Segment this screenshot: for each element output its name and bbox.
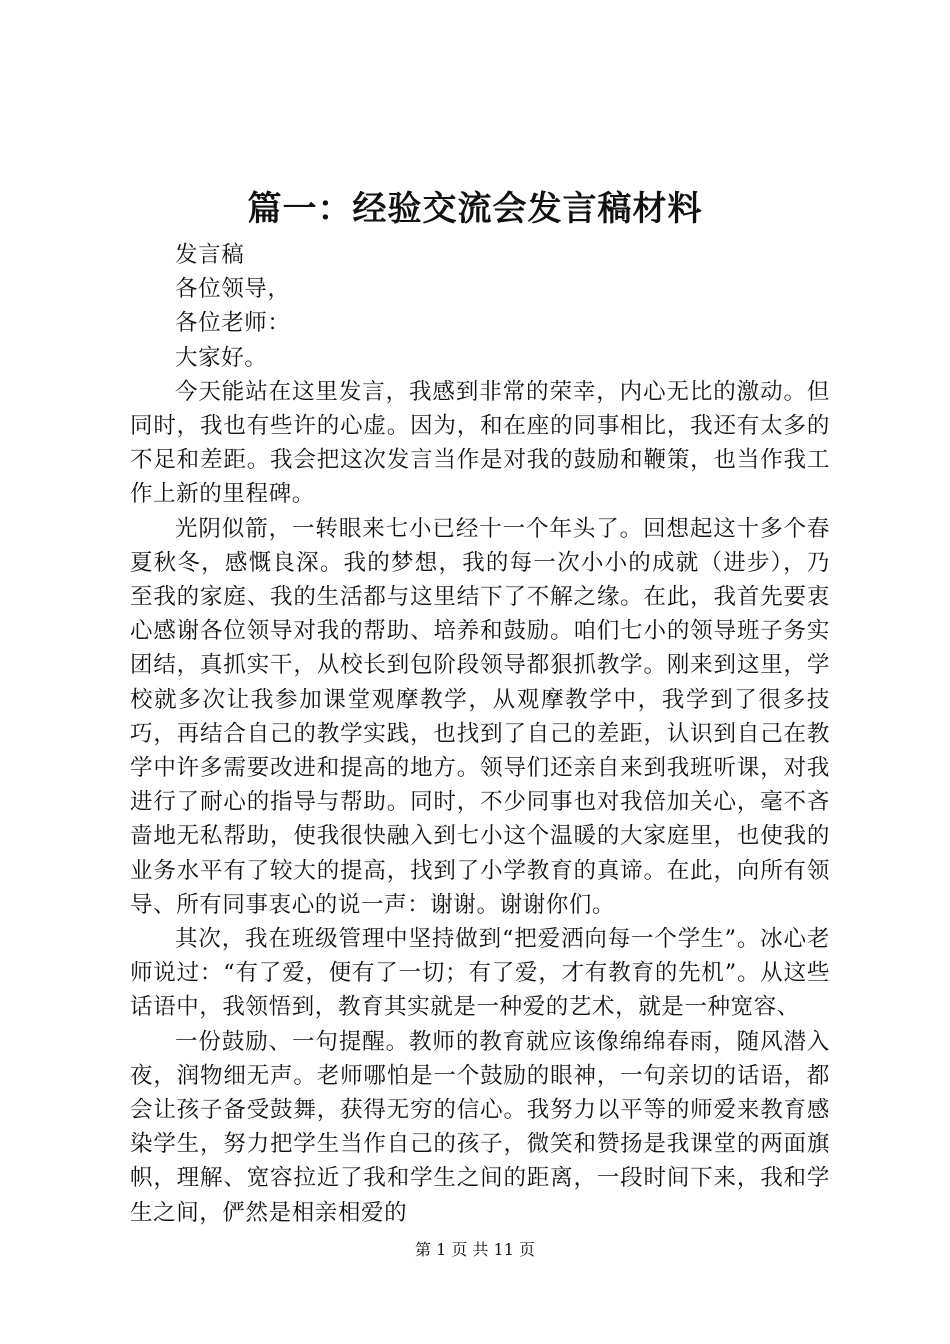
paragraph-encouragement: 一份鼓励、一句提醒。教师的教育就应该像绵绵春雨，随风潜入夜，润物细无声。老师哪怕是一个鼓励的眼神，一句亲切的话语，都会让孩子备受鼓舞，获得无穷的信心。我努力以平等的师爱来教育感染学生，努力把学生当作自己的孩子，微笑和赞扬是我课堂的两面旗帜，理解、宽容拉近了我和学生之间的距离，一段时间下来，我和学生之间，俨然是相亲相爱的 — [130, 1028, 830, 1226]
document-title: 篇一：经验交流会发言稿材料 — [247, 189, 703, 229]
paragraph-heading: 发言稿 — [175, 242, 245, 268]
paragraph-salutation-teachers: 各位老师： — [175, 310, 291, 337]
page-number-footer: 第 1 页 共 11 页 — [415, 1240, 535, 1259]
paragraph-salutation-leaders: 各位领导， — [175, 276, 291, 303]
paragraph-gratitude: 光阴似箭，一转眼来七小已经十一个年头了。回想起这十多个春夏秋冬，感慨良深。我的梦想，我的每一次小小的成就（进步），乃至我的家庭、我的生活都与这里结下了不解之缘。在此，我首先要衷心感谢各位领导对我的帮助、培养和鼓励。咱们七小的领导班子务实团结，真抓实干，从校长到包阶段领导都狠抓教学。刚来到这里，学校就多次让我参加课堂观摩教学，从观摩教学中，我学到了很多技巧，再结合自己的教学实践，也找到了自己的差距，认识到自己在教学中许多需要改进和提高的地方。领导们还亲自来到我班听课，对我进行了耐心的指导与帮助。同时，不少同事也对我倍加关心，毫不吝啬地无私帮助，使我很快融入到七小这个温暖的大家庭里，也使我的业务水平有了较大的提高，找到了小学教育的真谛。在此，向所有领导、所有同事衷心的说一声：谢谢。谢谢你们。 — [130, 515, 830, 918]
document-body — [130, 238, 830, 1230]
paragraph-greeting: 大家好。 — [175, 344, 268, 371]
paragraph-class-management: 其次，我在班级管理中坚持做到“把爱洒向每一个学生”。冰心老师说过：“有了爱，便有了一切；有了爱，才有教育的先机”。从这些话语中，我领悟到，教育其实就是一种爱的艺术，就是一种宽容、 — [130, 926, 830, 1021]
paragraph-intro: 今天能站在这里发言，我感到非常的荣幸，内心无比的激动。但同时，我也有些许的心虚。因为，和在座的同事相比，我还有太多的不足和差距。我会把这次发言当作是对我的鼓励和鞭策，也当作我工作上新的里程碑。 — [130, 378, 830, 508]
